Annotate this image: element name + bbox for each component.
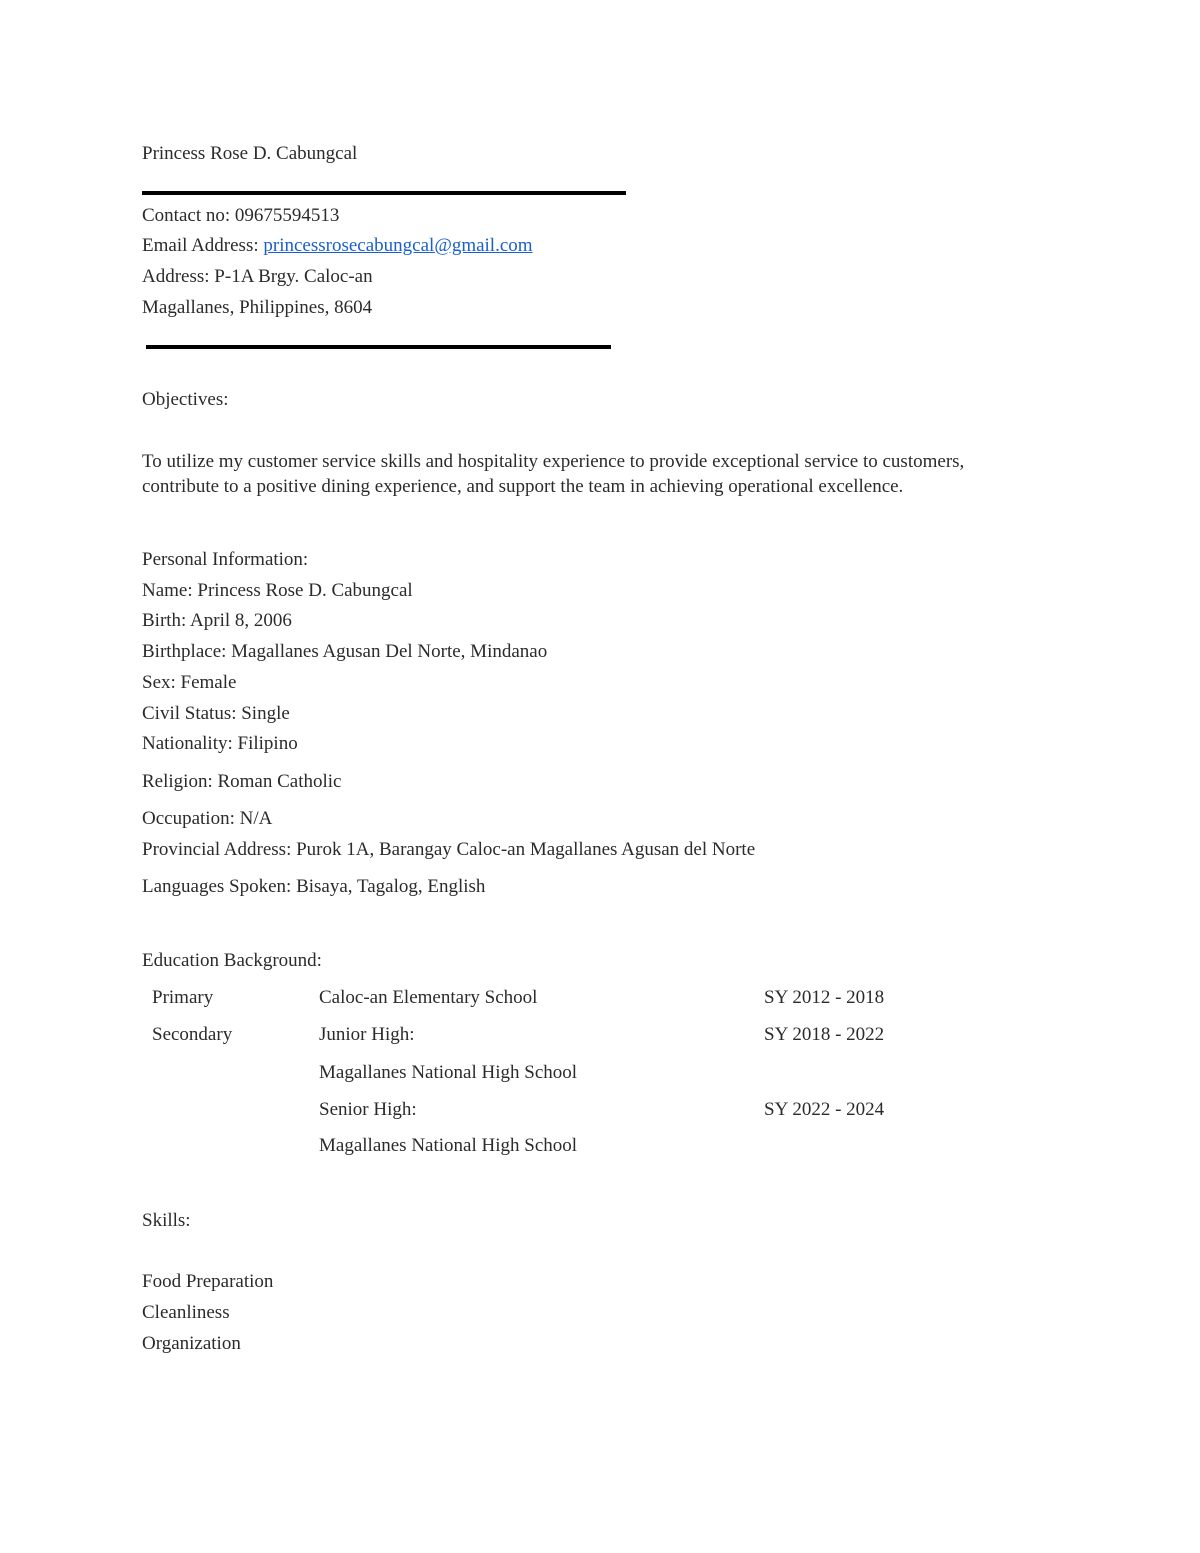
edu-years-senior-high: SY 2022 - 2024 [764,1099,885,1120]
skill-item: Organization [142,1333,241,1354]
personal-birth: Birth: April 8, 2006 [142,610,292,631]
edu-school-primary: Caloc-an Elementary School [319,987,538,1008]
edu-years-primary: SY 2012 - 2018 [764,987,885,1008]
personal-birthplace: Birthplace: Magallanes Agusan Del Norte, Mindanao [142,641,548,662]
edu-senior-high-school: Magallanes National High School [319,1135,578,1156]
personal-info-heading: Personal Information: [142,549,309,570]
personal-religion: Religion: Roman Catholic [142,771,342,792]
edu-junior-high-school: Magallanes National High School [319,1062,578,1083]
bottom-divider [146,345,611,349]
education-heading: Education Background: [142,950,322,971]
personal-civil-status: Civil Status: Single [142,703,290,724]
personal-name: Name: Princess Rose D. Cabungcal [142,580,413,601]
personal-languages: Languages Spoken: Bisaya, Tagalog, English [142,876,486,897]
email-label: Email Address: [142,235,264,256]
edu-junior-high-label: Junior High: [319,1024,415,1045]
edu-years-junior-high: SY 2018 - 2022 [764,1024,885,1045]
edu-level-primary: Primary [152,987,214,1008]
contact-phone: Contact no: 09675594513 [142,205,340,226]
skill-item: Cleanliness [142,1302,230,1323]
contact-email-line [142,235,533,257]
skill-item: Food Preparation [142,1271,274,1292]
personal-occupation: Occupation: N/A [142,808,273,829]
personal-nationality: Nationality: Filipino [142,733,298,754]
contact-address-line-1: Address: P-1A Brgy. Caloc-an [142,266,373,287]
personal-sex: Sex: Female [142,672,237,693]
personal-provincial-address: Provincial Address: Purok 1A, Barangay Caloc-an Magallanes Agusan del Norte [142,839,756,860]
resume-name: Princess Rose D. Cabungcal [142,143,358,164]
contact-address-line-2: Magallanes, Philippines, 8604 [142,297,373,318]
email-link[interactable]: princessrosecabungcal@gmail.com [263,235,533,256]
edu-senior-high-label: Senior High: [319,1099,417,1120]
objectives-text: To utilize my customer service skills and hospitality experience to provide exceptional service to customers, contribute to a positive dining experience, and support the team in achieving operational excellence. [142,451,965,497]
top-divider [142,191,626,195]
skills-heading: Skills: [142,1210,191,1231]
edu-level-secondary: Secondary [152,1024,233,1045]
objectives-heading: Objectives: [142,389,229,410]
